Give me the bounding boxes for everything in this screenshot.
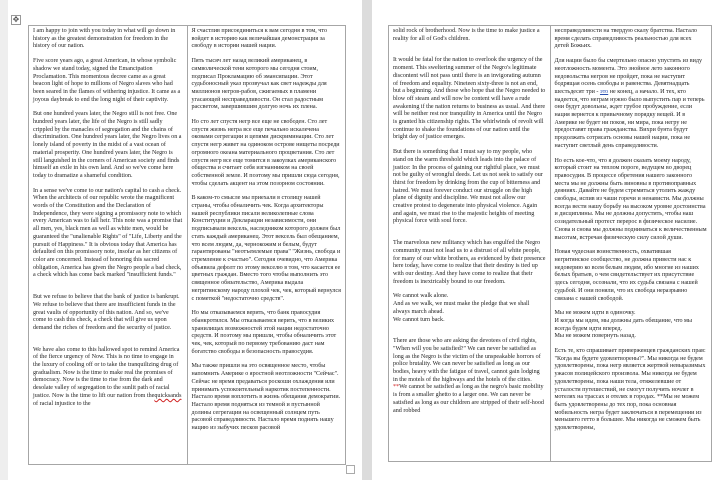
english-column[interactable] [389, 26, 551, 462]
paragraph: Мы не можем идти в одиночку. [554, 310, 636, 317]
comment-marker: ** [393, 384, 400, 391]
paragraph: Настало время воплотить в жизнь обещания демократии. Настало время подняться из темной и пустынной долины сегрегации на освещенный солнцем путь расовой справедливости. Настало время поднять нашу нацию из зыбучих песков расовой [191, 394, 341, 432]
bilingual-table [28, 25, 346, 465]
paragraph: It would be fatal for the nation to overlook the urgency of the moment. This sweltering summer of the Negro's legitimate discontent will not pass until there is an invigorating autumn of freedom and equality. Nineteen sixty-three is not an end, but a beginning. And those who hope that the Negro needed to blow off steam and will now be content will have a rude awakening if the nation returns to business as usual. And there will be neither rest nor tranquility in America until the Negro is granted his citizenship rights. The whirlwinds of revolt will continue to shake the foundations of our nation until the bright day of justice emerges. [393, 57, 546, 141]
table-resize-handle-icon[interactable] [346, 465, 355, 474]
russian-column[interactable] [187, 26, 346, 465]
text-run: не конец, а начало. И тех, кто надеется, что неграм нужно было выпустить пар и теперь они будут довольны, ждет грубое пробуждение, если нация вернется к привычному порядку вещей. И в Америке не будет ни покоя, ни мира, пока негру не предоставят права гражданства. Вихри бунта будут продолжать сотрясать основы нашей нации, пока не наступит светлый день справедливости. [554, 88, 705, 149]
text-run: We cannot be satisfied as long as the negro's basic mobility is from a smaller ghetto to a larger one. We can never be satisfied as long as our children are stripped of their self-hood and robbed [393, 384, 544, 414]
english-column[interactable] [29, 26, 188, 465]
paragraph: Мы не можем повернуть назад. [554, 333, 636, 340]
russian-column[interactable] [550, 26, 712, 462]
paragraph: solid rock of brotherhood. Now is the time to make justice a reality for all of God's children. [393, 28, 540, 42]
text-run: Для нации было бы смертельно опасно упустить из виду неотложность момента. Это знойное лето законного недовольства негров не пройдет, пока не наступит бодрящая осень свободы и равенства. Девятнадцать шестьдесят три - [554, 58, 703, 95]
paragraph: В каком-то смысле мы приехали в столицу нашей страны, чтобы обналичить чек. Когда архитекторы нашей республики писали великолепные слова Конституции и Декларации независимости, они подписывали вексель, наследником которого должен был стать каждый американец. Этот вексель был обещанием, что всем людям, да, чернокожим и белым, будут гарантированы "неотъемлемые права" "Жизнь, свобода и стремление к счастью". Сегодня очевидно, что Америка объявила дефолт по этому векселю в том, что касается ее цветных граждан. Вместо того чтобы выполнить это священное обязательство, Америка выдала негритянскому народу плохой чек, чек, который вернулся с пометкой "недостаточно средств". [191, 195, 341, 302]
highlighted-word[interactable]: это [599, 88, 609, 95]
paragraph: Новая чудесная воинственность, охватившая негритянское сообщество, не должна привести нас к недоверию ко всем белым людям, ибо многие из наших белых братьев, о чем свидетельствует их присутствие здесь сегодня, осознали, что их судьба связана с нашей судьбой. И они поняли, что их свобода неразрывно связана с нашей свободой. [554, 249, 699, 302]
table-move-handle-icon[interactable]: ✥ [12, 15, 20, 24]
paragraph: Мы также пришли на это освященное место, чтобы напомнить Америке о яростной неотложности "Сейчас". Сейчас не время предаваться роскоши охлаждения или принимать успокоительный наркотик постепенности. [191, 363, 339, 393]
page-gap [362, 0, 372, 480]
bilingual-table [388, 25, 712, 462]
paragraph: But we refuse to believe that the bank of justice is bankrupt. We refuse to believe that there are insufficient funds in the great vaults of opportunity of this nation. And so, we've come to cash this check, a check that will give us upon demand the riches of freedom and the security of justice. [33, 294, 180, 331]
text-run: of racial injustice to the [33, 400, 91, 407]
misspelled-word[interactable]: quicksands [154, 392, 182, 399]
paragraph: But there is something that I must say to my people, who stand on the warm threshold which leads into the palace of justice: In the process of gaining our rightful place, we must not be guilty of wrongful deeds. Let us not seek to satisfy our thirst for freedom by drinking from the cup of bitterness and hatred. We must forever conduct our struggle on the high plane of dignity and discipline. We must not allow our creative protest to degenerate into physical violence. Again and again, we must rise to the majestic heights of meeting physical force with soul force. [393, 149, 543, 225]
document-page-1 [8, 0, 362, 480]
paragraph: несправедливости на твердую скалу братства. Настало время сделать справедливость реальностью для всех детей Божьих. [554, 28, 697, 50]
paragraph: Есть те, кто спрашивает приверженцев гражданских прав: "Когда вы будете удовлетворены?". Мы никогда не будем удовлетворены, пока негр является жертвой невыразимых ужасов полицейского произвола. Мы никогда не будем удовлетворены, пока наши тела, отяжелевшие от усталости путешествий, не смогут получить ночлег в мотелях на трассах и отелях в городах. **Мы не можем быть удовлетворены до тех пор, пока основная мобильность негра будет заключаться в перемещении из меньшего гетто в большее. Мы никогда не сможем быть удовлетворены, [554, 348, 706, 432]
paragraph: И когда мы идем, мы должны дать обещание, что мы всегда будем идти вперед. [554, 317, 692, 332]
paragraph: And as we walk, we must make the pledge that we shall always march ahead. [393, 301, 530, 315]
paragraph: I am happy to join with you today in what will go down in history as the greatest demonstration for freedom in the history of our nation. [33, 28, 176, 50]
paragraph [33, 347, 183, 409]
table-row [29, 26, 346, 465]
paragraph: But one hundred years later, the Negro still is not free. One hundred years later, the life of the Negro is still sadly crippled by the manacles of segregation and the chains of discrimination. One hundred years later, the Negro lives on a lonely island of poverty in the midst of a vast ocean of material prosperity. One hundred years later, the Negro is still languished in the corners of American society and finds himself an exile in his own land. And so we've come here today to dramatize a shameful condition. [33, 111, 182, 179]
paragraph: Но есть кое-что, что я должен сказать моему народу, который стоит на теплом пороге, ведущем во дворец правосудия. В процессе обретения нашего законного места мы не должны быть виновны в противоправных деяниях. Давайте не будем стремиться утолить жажду свободы, испив из чаши горечи и ненависти. Мы должны всегда вести нашу борьбу на высоком уровне достоинства и дисциплины. Мы не должны допустить, чтобы наш созидательный протест перерос в физическое насилие. Снова и снова мы должны подниматься к величественным высотам, встречая физическую силу силой души. [554, 157, 707, 241]
text-run: We have also come to this hallowed spot to remind America of the fierce urgency of Now. This is no time to engage in the luxury of cooling off or to take the tranquilizing drug of gradualism. Now is the time to make real the promises of democracy. Now is the time to rise from the dark and desolate valley of segregation to the sunlit path of racial justice. Now is the time to lift our nation from the [33, 346, 180, 399]
paragraph [393, 338, 546, 415]
text-run: There are those who are asking the devotees of civil rights, "When will you be satisfied?" We can never be satisfied as long as the Negro is the victim of the unspeakable horrors of police brutality. We can never be satisfied as long as our bodies, heavy with the fatigue of travel, cannot gain lodging in the motels of the highways and the hotels of the cities. [393, 338, 541, 383]
document-page-2 [372, 0, 720, 480]
paragraph: We cannot turn back. [393, 316, 445, 323]
paragraph: Но мы отказываемся верить, что банк правосудия обанкротился. Мы отказываемся верить, что в великих хранилищах возможностей этой нации недостаточно средств. И поэтому мы пришли, чтобы обналичить этот чек, чек, который по первому требованию даст нам богатство свободы и безопасность правосудия. [191, 310, 337, 355]
paragraph: We cannot walk alone. [393, 293, 449, 300]
paragraph [555, 58, 708, 150]
table-row [389, 26, 712, 462]
paragraph: Пять тысяч лет назад великий американец, в символической тени которого мы сегодня стоим, подписал Прокламацию об эмансипации. Этот судьбоносный указ прозвучал как свет надежды для миллионов негров-рабов, сжигаемых в пламени угасающей несправедливости. Он стал радостным рассветом, завершившим долгую ночь их плена. [191, 58, 327, 111]
paragraph: The marvelous new militancy which has engulfed the Negro community must not lead us to a distrust of all white people, for many of our white brothers, as evidenced by their presence here today, have come to realize that their destiny is tied up with our destiny. And they have come to realize that their freedom is inextricably bound to our freedom. [393, 240, 546, 285]
paragraph: In a sense we've come to our nation's capital to cash a check. When the architects of our republic wrote the magnificent words of the Constitution and the Declaration of Independence, they were signing a promissory note to which every American was to fall heir. This note was a promise that all men, yes, black men as well as white men, would be guaranteed the "unalienable Rights" of "Life, Liberty and the pursuit of Happiness." It is obvious today that America has defaulted on this promissory note, insofar as her citizens of color are concerned. Instead of honoring this sacred obligation, America has given the Negro people a bad check, a check which has come back marked "insufficient funds." [33, 187, 183, 279]
paragraph: Five score years ago, a great American, in whose symbolic shadow we stand today, signed the Emancipation Proclamation. This momentous decree came as a great beacon light of hope to millions of Negro slaves who had been seared in the flames of withering injustice. It came as a joyous daybreak to end the long night of their captivity. [33, 58, 181, 103]
paragraph: Я счастлив присоединиться к вам сегодня в том, что войдет в историю как величайшая демонстрация за свободу в истории нашей нации. [191, 28, 328, 50]
left-margin-strip [0, 0, 8, 480]
paragraph: Но сто лет спустя негр все еще не свободен. Сто лет спустя жизнь негра все еще печально искалечена оковами сегрегации и цепями дискриминации. Сто лет спустя негр живет на одиноком острове нищеты посреди огромного океана материального процветания. Сто лет спустя негр все еще томится в закоулках американского общества и считает себя изгнанником на своей собственной земле. И поэтому мы пришли сюда сегодня, чтобы сделать акцент на этом позорном состоянии. [191, 119, 340, 187]
